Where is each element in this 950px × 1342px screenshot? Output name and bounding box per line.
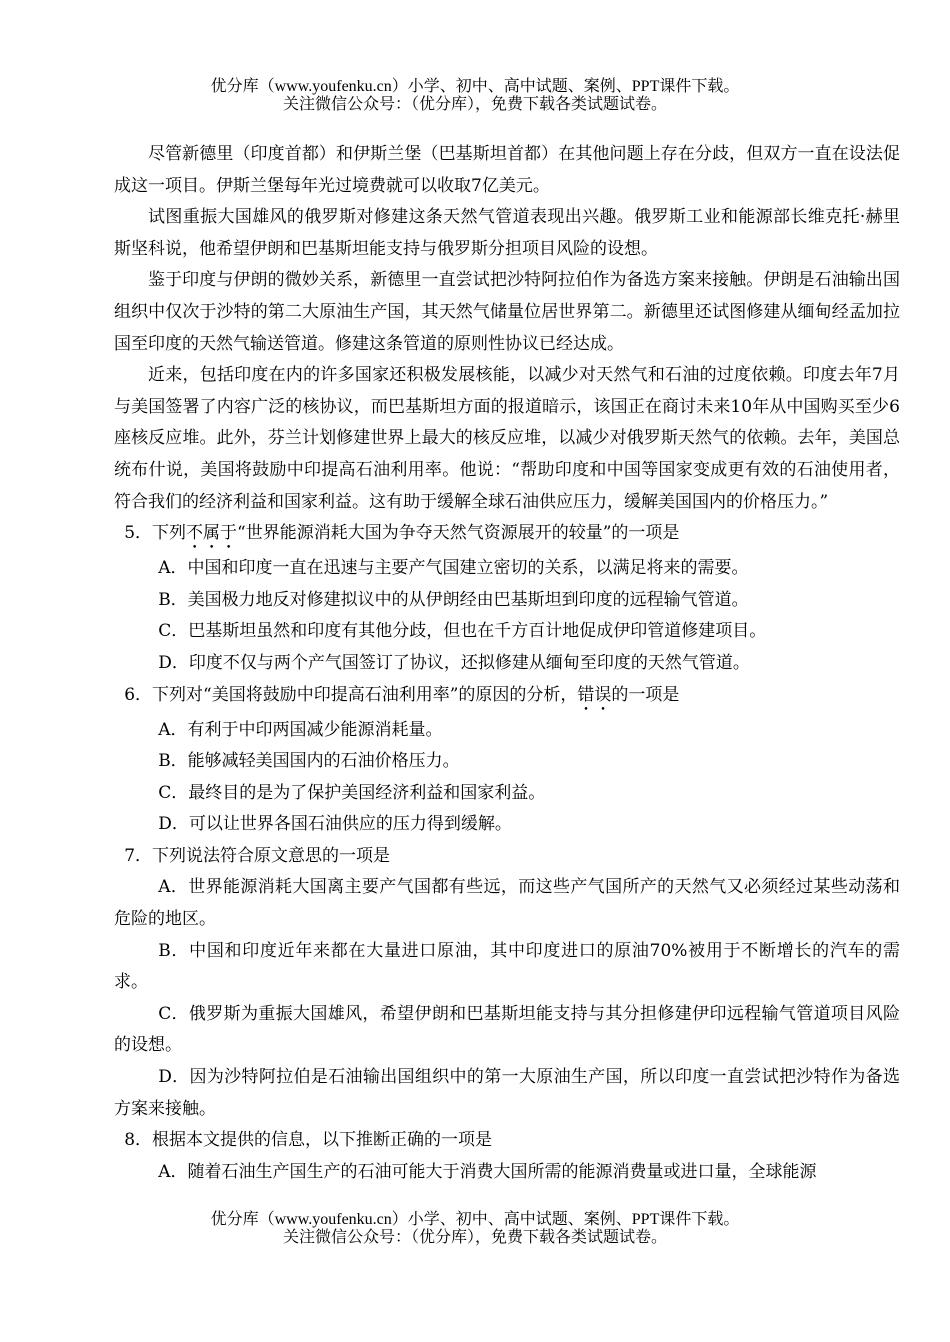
question-6-option-d: D．可以让世界各国石油供应的压力得到缓解。: [158, 814, 512, 835]
passage-paragraph: 鉴于印度与伊朗的微妙关系，新德里一直尝试把沙特阿拉伯作为备选方案来接触。伊朗是石油输出国组织中仅次于沙特的第二大原油生产国，其天然气储量位居世界第二。新德里还试图修建从缅甸经孟加拉国至印度的天然气输送管道。修建这条管道的原则性协议已经达成。: [114, 270, 900, 354]
page-footer: [0, 1211, 950, 1247]
question-5-stem: 5．下列不属于“世界能源消耗大国为争夺天然气资源展开的较量”的一项是: [124, 523, 680, 544]
question-5-option-d: D．印度不仅与两个产气国签订了协议，还拟修建从缅甸至印度的天然气管道。: [158, 652, 750, 673]
question-5-option-a: A．中国和印度一直在迅速与主要产气国建立密切的关系，以满足将来的需要。: [158, 558, 749, 579]
question-7-stem: 7．下列说法符合原文意思的一项是: [124, 845, 391, 866]
passage-paragraph: 近来，包括印度在内的许多国家还积极发展核能，以减少对天然气和石油的过度依赖。印度去年7月与美国签署了内容广泛的核协议，而巴基斯坦方面的报道暗示，该国正在商讨未来10年从中国购买至少6座核反应堆。此外，芬兰计划修建世界上最大的核反应堆，以减少对俄罗斯天然气的依赖。去年，美国总统布什说，美国将鼓励中印提高石油利用率。他说：“帮助印度和中国等国家变成更有效的石油使用者，符合我们的经济利益和国家利益。这有助于缓解全球石油供应压力，缓解美国国内的价格压力。”: [114, 365, 900, 512]
question-6-option-c: C．最终目的是为了保护美国经济利益和国家利益。: [158, 782, 546, 803]
question-6-option-a: A．有利于中印两国减少能源消耗量。: [158, 719, 443, 740]
header-line-2: 关注微信公众号：（优分库），免费下载各类试题试卷。: [282, 96, 667, 113]
passage-paragraph: 尽管新德里（印度首都）和伊斯兰堡（巴基斯坦首都）在其他问题上存在分歧，但双方一直在设法促成这一项目。伊斯兰堡每年光过境费就可以收取7亿美元。: [114, 144, 900, 196]
question-6-option-b: B．能够减轻美国国内的石油价格压力。: [158, 751, 460, 772]
page-header: [0, 78, 950, 114]
passage-paragraph: 试图重振大国雄风的俄罗斯对修建这条天然气管道表现出兴趣。俄罗斯工业和能源部长维克托·赫里斯坚科说，他希望伊朗和巴基斯坦能支持与俄罗斯分担项目风险的设想。: [114, 207, 900, 259]
question-5-option-b: B．美国极力地反对修建拟议中的从伊朗经由巴基斯坦到印度的远程输气管道。: [158, 589, 749, 610]
footer-line-2: 关注微信公众号：（优分库），免费下载各类试题试卷。: [282, 1229, 667, 1246]
document-body: [114, 139, 900, 1188]
question-6-stem: 6．下列对“美国将鼓励中印提高石油利用率”的原因的分析，错误的一项是: [124, 684, 680, 705]
emphasis-text: 不属于: [186, 523, 238, 544]
question-8-option-a: A．随着石油生产国生产的石油可能大于消费大国所需的能源消费量或进口量，全球能源: [158, 1161, 817, 1182]
header-line-1: 优分库（www.youfenku.cn）小学、初中、高中试题、案例、PPT课件下载。: [210, 78, 740, 95]
emphasis-text: 错误: [577, 684, 612, 705]
question-5-option-c: C．巴基斯坦虽然和印度有其他分歧，但也在千方百计地促成伊印管道修建项目。: [158, 621, 767, 642]
footer-line-1: 优分库（www.youfenku.cn）小学、初中、高中试题、案例、PPT课件下载。: [210, 1211, 740, 1228]
question-7-option-c: C．俄罗斯为重振大国雄风，希望伊朗和巴基斯坦能支持与其分担修建伊印远程输气管道项目风险的设想。: [114, 1003, 900, 1056]
question-8-stem: 8．根据本文提供的信息，以下推断正确的一项是: [124, 1130, 493, 1151]
question-7-option-a: A．世界能源消耗大国离主要产气国都有些远，而这些产气国所产的天然气又必须经过某些动荡和危险的地区。: [114, 877, 900, 930]
question-7-option-d: D．因为沙特阿拉伯是石油输出国组织中的第一大原油生产国，所以印度一直尝试把沙特作为备选方案来接触。: [114, 1067, 900, 1119]
question-7-option-b: B．中国和印度近年来都在大量进口原油，其中印度进口的原油70%被用于不断增长的汽车的需求。: [114, 940, 900, 993]
